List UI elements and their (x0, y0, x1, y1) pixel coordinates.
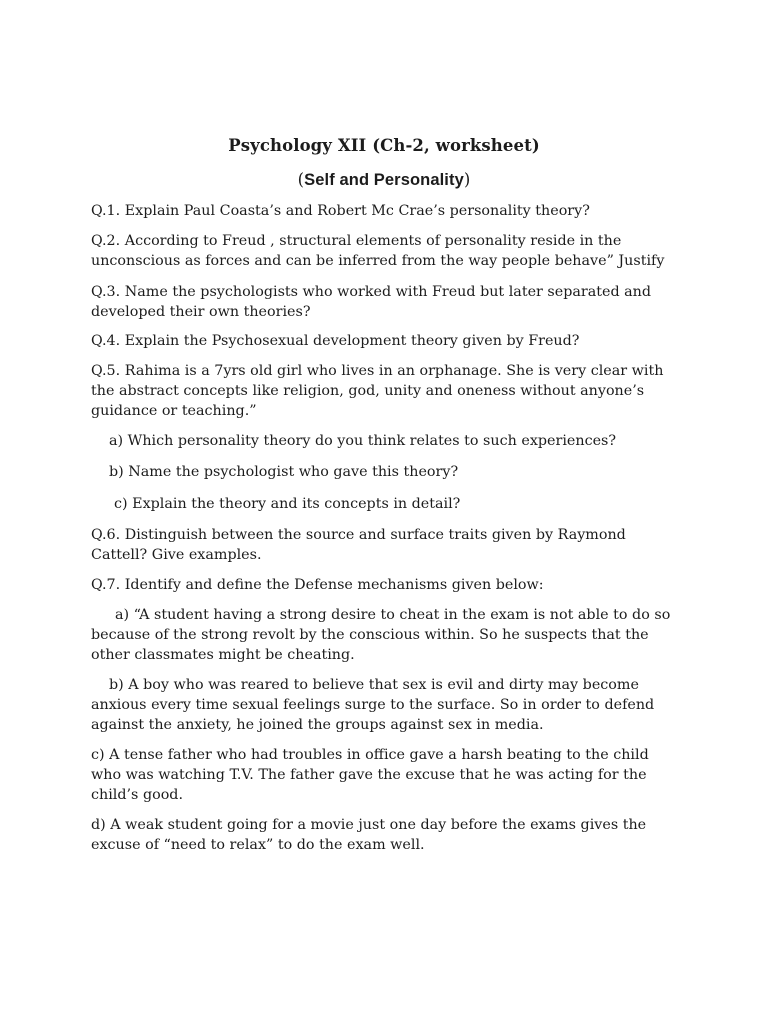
question-line: developed their own theories? (91, 304, 311, 320)
question-3 (91, 282, 691, 322)
question-7a (91, 605, 691, 665)
question-line: Q.2. According to Freud , structural elements of personality reside in the (91, 233, 622, 249)
question-line: c) A tense father who had troubles in office gave a harsh beating to the child (91, 747, 649, 763)
question-5b (109, 462, 709, 482)
question-1 (91, 201, 691, 221)
question-line: Q.4. Explain the Psychosexual development theory given by Freud? (91, 333, 580, 349)
question-line: Cattell? Give examples. (91, 547, 262, 563)
question-7 (91, 575, 691, 595)
question-line: b) A boy who was reared to believe that sex is evil and dirty may become (109, 677, 639, 693)
question-line: b) Name the psychologist who gave this theory? (109, 464, 459, 480)
question-line: who was watching T.V. The father gave the excuse that he was acting for the (91, 767, 647, 783)
question-line: other classmates might be cheating. (91, 647, 355, 663)
question-line: Q.1. Explain Paul Coasta’s and Robert Mc Crae’s personality theory? (91, 203, 590, 219)
question-line: the abstract concepts like religion, god, unity and oneness without anyone’s (91, 383, 645, 399)
question-line: unconscious as forces and can be inferred from the way people behave” Justify (91, 253, 665, 269)
page-subtitle (0, 170, 768, 190)
question-4 (91, 331, 691, 351)
question-line: a) Which personality theory do you think relates to such experiences? (109, 433, 617, 449)
question-7b (91, 675, 691, 735)
question-line: c) Explain the theory and its concepts in detail? (114, 496, 461, 512)
subtitle-text: Self and Personality (304, 171, 464, 189)
question-7c (91, 745, 691, 805)
question-5a (109, 431, 709, 451)
question-6 (91, 525, 691, 565)
question-line: a) “A student having a strong desire to cheat in the exam is not able to do so (115, 607, 671, 623)
question-line: Q.3. Name the psychologists who worked with Freud but later separated and (91, 284, 652, 300)
question-line: because of the strong revolt by the conscious within. So he suspects that the (91, 627, 649, 643)
subtitle-close-paren: ) (463, 170, 471, 189)
question-5c (114, 494, 714, 514)
question-line: guidance or teaching.” (91, 403, 257, 419)
page-title: Psychology XII (Ch-2, worksheet) (228, 136, 540, 155)
question-line: anxious every time sexual feelings surge to the surface. So in order to defend (91, 697, 655, 713)
question-line: Q.6. Distinguish between the source and surface traits given by Raymond (91, 527, 626, 543)
question-5 (91, 361, 691, 421)
question-2 (91, 231, 691, 271)
question-line: Q.7. Identify and define the Defense mechanisms given below: (91, 577, 544, 593)
question-line: Q.5. Rahima is a 7yrs old girl who lives in an orphanage. She is very clear with (91, 363, 664, 379)
question-line: child’s good. (91, 787, 184, 803)
question-line: against the anxiety, he joined the groups against sex in media. (91, 717, 544, 733)
question-line: d) A weak student going for a movie just one day before the exams gives the (91, 817, 647, 833)
subtitle-open-paren: ( (297, 170, 305, 189)
question-7d (91, 815, 691, 855)
question-line: excuse of “need to relax” to do the exam well. (91, 837, 425, 853)
